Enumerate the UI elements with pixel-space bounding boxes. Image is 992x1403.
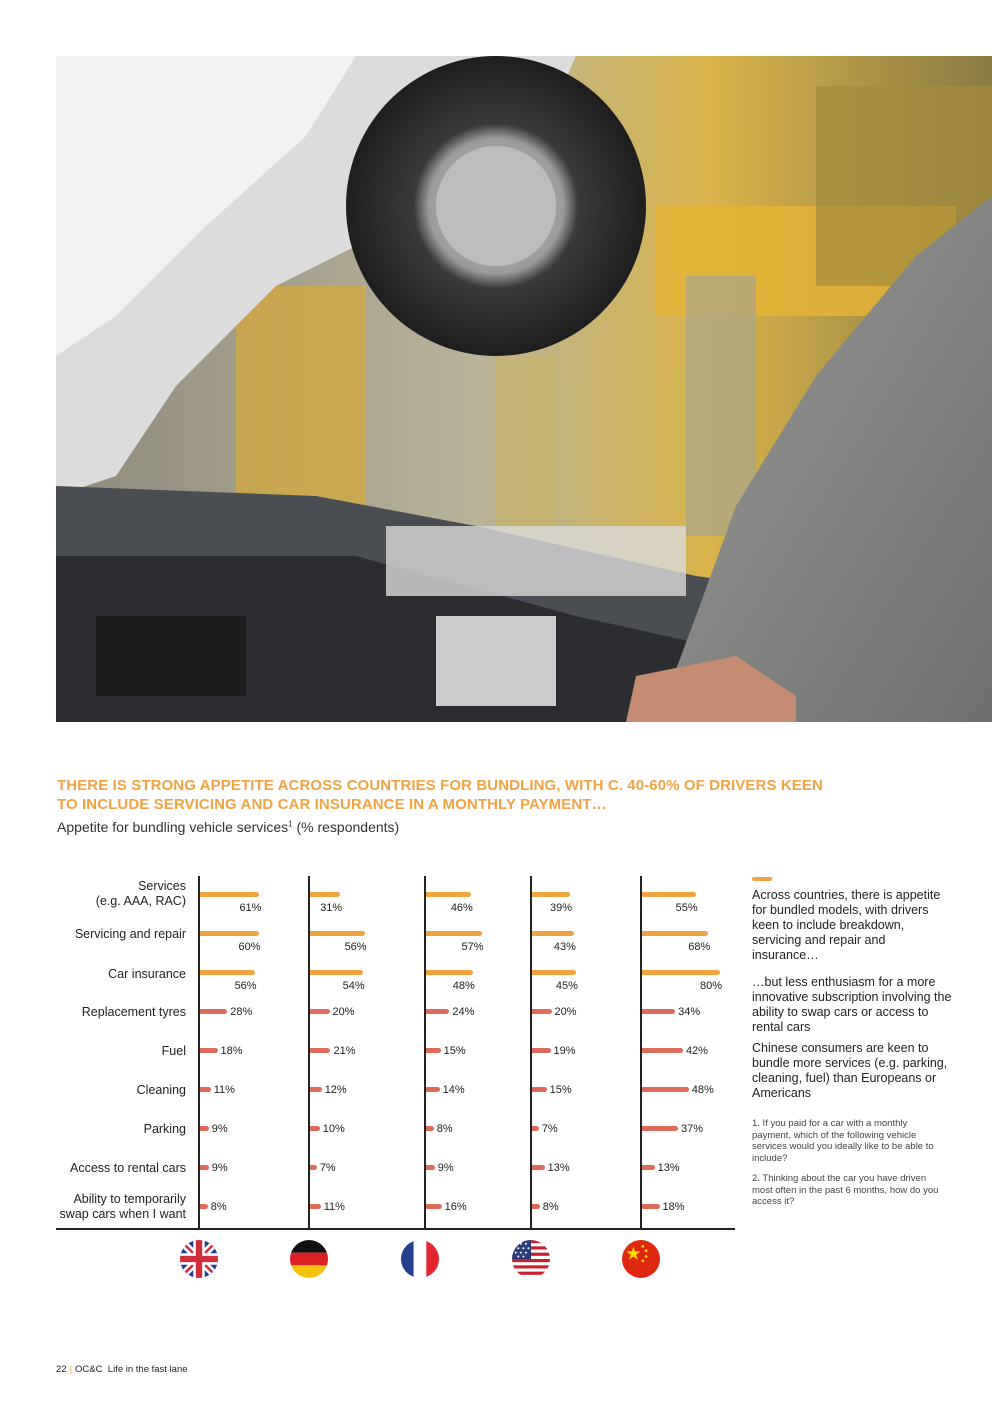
publication-title: Life in the fast lane (107, 1364, 188, 1375)
value-label-china-5: 48% (691, 1084, 714, 1096)
value-label-china-2: 80% (699, 980, 722, 992)
row-label-cleaning: Cleaning (136, 1083, 186, 1097)
value-label-uk-1: 60% (238, 941, 261, 953)
footnote-marker: 1 (288, 819, 293, 829)
row-label-swap: Ability to temporarily swap cars when I want (59, 1192, 186, 1221)
accent-dash (752, 877, 772, 881)
bar-france-8 (426, 1204, 442, 1209)
bar-france-6 (426, 1126, 434, 1131)
chart-subtitle: Appetite for bundling vehicle services$^1$ (% respondents) (57, 819, 400, 835)
value-label-germany-5: 12% (324, 1084, 347, 1096)
value-label-germany-1: 56% (344, 941, 367, 953)
bar-germany-5 (310, 1087, 322, 1092)
row-label-servicing: Servicing and repair (74, 927, 186, 941)
row-label-fuel: Fuel (161, 1044, 186, 1058)
bar-usa-2 (532, 970, 576, 975)
value-label-uk-8: 8% (210, 1201, 227, 1213)
row-label-services: Services (e.g. AAA, RAC) (95, 879, 186, 908)
bar-china-0 (642, 892, 696, 897)
bar-uk-4 (200, 1048, 218, 1053)
bar-germany-4 (310, 1048, 330, 1053)
bar-china-4 (642, 1048, 683, 1053)
value-label-france-8: 16% (444, 1201, 467, 1213)
usa-flag-icon (512, 1240, 550, 1278)
value-label-usa-7: 13% (547, 1162, 570, 1174)
brand-name: OC&C (75, 1364, 103, 1375)
bar-germany-8 (310, 1204, 321, 1209)
value-label-china-3: 34% (678, 1006, 701, 1018)
bar-germany-7 (310, 1165, 317, 1170)
row-label-parking: Parking (143, 1122, 186, 1136)
bar-china-7 (642, 1165, 655, 1170)
value-label-china-0: 55% (675, 902, 698, 914)
value-label-china-8: 18% (662, 1201, 685, 1213)
value-label-uk-3: 28% (230, 1006, 253, 1018)
bar-france-5 (426, 1087, 440, 1092)
value-label-uk-6: 9% (211, 1123, 228, 1135)
value-label-china-6: 37% (681, 1123, 704, 1135)
bar-china-2 (642, 970, 720, 975)
value-label-france-0: 46% (450, 902, 473, 914)
footnote-2: 2. Thinking about the car you have driven most often in the past 6 months, how do you access it? (752, 1173, 939, 1207)
value-label-usa-4: 19% (553, 1045, 576, 1057)
bar-usa-7 (532, 1165, 545, 1170)
chart-headline (57, 776, 897, 814)
germany-flag-icon (290, 1240, 328, 1278)
bar-germany-6 (310, 1126, 320, 1131)
value-label-germany-0: 31% (320, 902, 343, 914)
bar-usa-6 (532, 1126, 539, 1131)
bar-uk-0 (200, 892, 259, 897)
bar-france-3 (426, 1009, 449, 1014)
bar-china-6 (642, 1126, 678, 1131)
bar-usa-4 (532, 1048, 551, 1053)
value-label-france-4: 15% (443, 1045, 466, 1057)
value-label-france-1: 57% (461, 941, 484, 953)
row-label-tyres: Replacement tyres (81, 1005, 186, 1019)
bar-usa-8 (532, 1204, 540, 1209)
bar-germany-0 (310, 892, 340, 897)
value-label-china-1: 68% (688, 941, 711, 953)
value-label-france-2: 48% (452, 980, 475, 992)
bar-china-1 (642, 931, 708, 936)
row-label-insurance: Car insurance (108, 967, 186, 981)
value-label-france-6: 8% (436, 1123, 453, 1135)
bar-usa-5 (532, 1087, 547, 1092)
bar-china-8 (642, 1204, 660, 1209)
value-label-france-5: 14% (442, 1084, 465, 1096)
value-label-france-7: 9% (437, 1162, 454, 1174)
value-label-china-7: 13% (657, 1162, 680, 1174)
bar-france-2 (426, 970, 473, 975)
bar-usa-1 (532, 931, 574, 936)
bar-france-4 (426, 1048, 441, 1053)
value-label-france-3: 24% (452, 1006, 475, 1018)
value-label-germany-4: 21% (333, 1045, 356, 1057)
value-label-usa-5: 15% (549, 1084, 572, 1096)
value-label-germany-7: 7% (319, 1162, 336, 1174)
value-label-usa-8: 8% (542, 1201, 559, 1213)
value-label-germany-8: 11% (323, 1201, 345, 1213)
bar-uk-8 (200, 1204, 208, 1209)
bar-usa-0 (532, 892, 570, 897)
bar-france-7 (426, 1165, 435, 1170)
value-label-usa-3: 20% (554, 1006, 577, 1018)
value-label-usa-0: 39% (549, 902, 573, 914)
value-label-uk-2: 56% (234, 980, 257, 992)
side-note-1: Across countries, there is appetite for bundled models, with drivers keen to include breakdown, servicing and repair and insurance… (752, 888, 941, 962)
headline-line-1: THERE IS STRONG APPETITE ACROSS COUNTRIES FOR BUNDLING, WITH C. 40-60% OF DRIVERS KEEN (57, 777, 823, 794)
chart-baseline (56, 1228, 735, 1230)
side-note-3: Chinese consumers are keen to bundle more services (e.g. parking, cleaning, fuel) than Europeans or Americans (752, 1041, 948, 1100)
value-label-germany-6: 10% (322, 1123, 345, 1135)
bar-uk-6 (200, 1126, 209, 1131)
bar-uk-7 (200, 1165, 209, 1170)
france-flag-icon (401, 1240, 439, 1278)
uk-flag-icon (180, 1240, 218, 1278)
bar-uk-2 (200, 970, 255, 975)
bar-uk-5 (200, 1087, 211, 1092)
page-number: 22 (56, 1364, 67, 1375)
headline-line-2: TO INCLUDE SERVICING AND CAR INSURANCE IN A MONTHLY PAYMENT… (57, 796, 607, 813)
value-label-germany-2: 54% (342, 980, 365, 992)
page-footer: 22 | OC&C Life in the fast lane (56, 1364, 188, 1375)
bar-france-0 (426, 892, 471, 897)
bar-uk-3 (200, 1009, 227, 1014)
value-label-uk-4: 18% (220, 1045, 243, 1057)
mechanic-photo (56, 56, 992, 722)
footnote-1: 1. If you paid for a car with a monthly payment, which of the following vehicle services would you ideally like to be able to include? (752, 1118, 934, 1164)
bar-uk-1 (200, 931, 259, 936)
value-label-uk-5: 11% (213, 1084, 235, 1096)
row-label-rental: Access to rental cars (69, 1161, 186, 1175)
bar-germany-3 (310, 1009, 330, 1014)
value-label-germany-3: 20% (332, 1006, 355, 1018)
value-label-uk-7: 9% (211, 1162, 228, 1174)
value-label-uk-0: 61% (239, 902, 262, 914)
bar-china-3 (642, 1009, 675, 1014)
value-label-china-4: 42% (685, 1045, 708, 1057)
bar-germany-1 (310, 931, 365, 936)
value-label-usa-6: 7% (541, 1123, 558, 1135)
bar-china-5 (642, 1087, 689, 1092)
china-flag-icon (622, 1240, 660, 1278)
bar-germany-2 (310, 970, 363, 975)
bar-france-1 (426, 931, 482, 936)
value-label-usa-1: 43% (553, 941, 576, 953)
value-label-usa-2: 45% (555, 980, 578, 992)
side-note-2: …but less enthusiasm for a more innovative subscription involving the ability to swap cars or access to rental cars (752, 975, 952, 1034)
bar-usa-3 (532, 1009, 552, 1014)
